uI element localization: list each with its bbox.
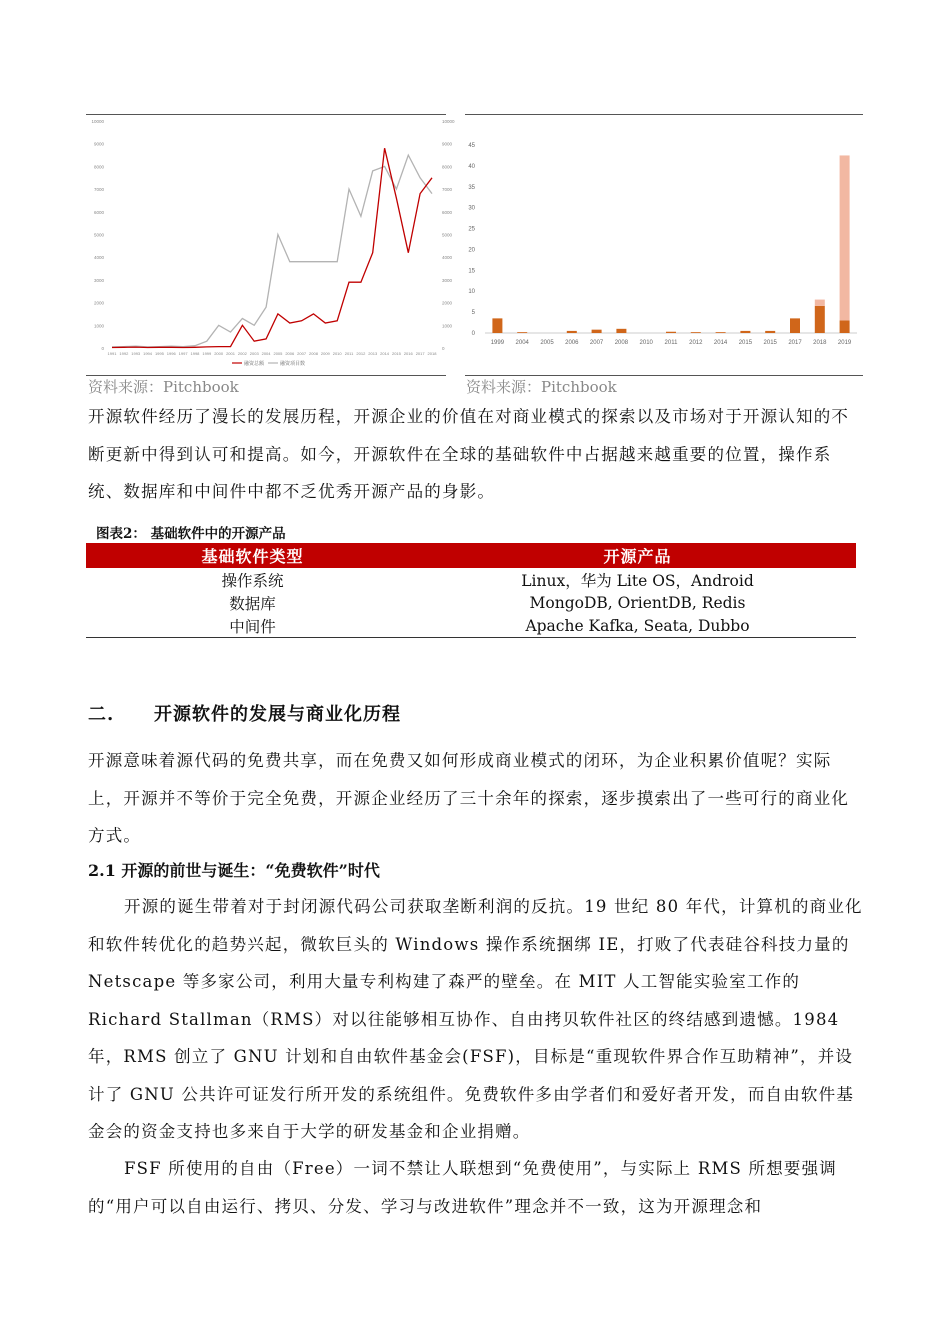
y2-tick-label: 5000 — [442, 232, 453, 238]
x-tick-label: 2004 — [515, 340, 529, 346]
y-tick-label: 0 — [471, 331, 475, 337]
table-row — [86, 568, 856, 591]
bar-dark — [592, 330, 602, 333]
table-header-products: 开源产品 — [419, 543, 856, 568]
x-tick-label: 2006 — [285, 351, 295, 356]
x-tick-label: 2008 — [309, 351, 318, 356]
bar-dark — [790, 318, 800, 333]
x-tick-label: 2018 — [813, 340, 827, 346]
bar-dark — [492, 318, 502, 333]
table-header-type: 基础软件类型 — [86, 543, 419, 568]
x-tick-label: 2017 — [415, 351, 425, 356]
x-tick-label: 2005 — [540, 340, 554, 346]
y-tick-label: 3000 — [93, 277, 104, 283]
section-number: 二. — [88, 704, 115, 725]
x-tick-label: 2019 — [837, 340, 852, 346]
x-tick-label: 2017 — [788, 340, 802, 346]
y-tick-label: 5 — [471, 310, 475, 317]
y-tick-label: 20 — [468, 247, 475, 254]
paragraph-free-software: FSF 所使用的自由（Free）一词不禁让人联想到“免费使用”，与实际上 RMS 所想要强调的“用户可以自由运行、拷贝、分发、学习与改进软件”理念并不一致，这为开源理念和 — [88, 1159, 837, 1216]
table-row — [86, 591, 856, 614]
x-tick-label: 1993 — [131, 351, 141, 356]
table-cell: MongoDB, OrientDB, Redis — [529, 593, 746, 612]
y2-tick-label: 6000 — [442, 209, 453, 215]
series-line-0 — [112, 148, 432, 347]
bar-dark — [616, 329, 626, 333]
x-tick-label: 1995 — [154, 351, 164, 356]
open-source-products-table — [86, 543, 856, 638]
table-cell: 操作系统 — [221, 571, 284, 590]
y-tick-label: 40 — [468, 163, 475, 170]
y-tick-label: 0 — [101, 346, 104, 351]
x-tick-label: 2014 — [380, 351, 390, 356]
y-tick-label: 10000 — [91, 119, 104, 124]
bar-dark — [567, 331, 577, 333]
financing-line-chart — [86, 114, 455, 376]
bar-dark — [691, 332, 701, 333]
y2-tick-label: 1000 — [442, 323, 453, 329]
x-tick-label: 2001 — [226, 351, 235, 356]
x-tick-label: 1994 — [143, 351, 153, 356]
subsection-heading: 2.1 开源的前世与诞生：“免费软件”时代 — [88, 861, 380, 880]
bar-light — [815, 300, 825, 306]
y-tick-label: 15 — [468, 268, 475, 275]
x-tick-label: 1999 — [490, 340, 505, 346]
bar-chart — [465, 114, 863, 376]
x-tick-label: 1992 — [119, 351, 129, 356]
y2-tick-label: 2000 — [442, 300, 453, 306]
table-cell: Apache Kafka, Seata, Dubbo — [525, 616, 750, 635]
table-cell: 中间件 — [229, 617, 276, 636]
x-tick-label: 2007 — [589, 340, 604, 346]
section-title: 开源软件的发展与商业化历程 — [154, 704, 401, 725]
table-header-row — [86, 543, 856, 568]
x-tick-label: 2018 — [427, 351, 437, 356]
bar-dark — [840, 320, 850, 333]
y-tick-label: 5000 — [93, 232, 104, 238]
bar-dark — [666, 332, 676, 333]
y-tick-label: 9000 — [93, 141, 104, 147]
legend-label-0: 融资总额 — [244, 361, 265, 367]
legend-label-1: 融资项目数 — [280, 361, 306, 367]
figure-title: 图表2： 基础软件中的开源产品 — [96, 526, 286, 542]
x-tick-label: 2010 — [332, 351, 342, 356]
x-tick-label: 2012 — [356, 351, 366, 356]
x-tick-label: 2007 — [297, 351, 307, 356]
y-tick-label: 25 — [468, 226, 475, 233]
y2-tick-label: 7000 — [442, 187, 453, 193]
paragraph-intro: 开源软件经历了漫长的发展历程，开源企业的价值在对商业模式的探索以及市场对于开源认知的不断更新中得到认可和提高。如今，开源软件在全球的基础软件中占据越来越重要的位置，操作系统、数据库和中间件中都不乏优秀开源产品的身影。 — [88, 407, 850, 501]
x-tick-label: 2010 — [639, 340, 653, 346]
x-tick-label: 1999 — [202, 351, 212, 356]
x-tick-label: 1991 — [107, 351, 117, 356]
bar-dark — [765, 331, 775, 333]
x-tick-label: 2011 — [664, 340, 678, 346]
x-tick-label: 1998 — [190, 351, 200, 356]
y-tick-label: 2000 — [93, 300, 104, 306]
x-tick-label: 2006 — [565, 340, 579, 346]
y-tick-label: 8000 — [93, 164, 104, 170]
table-cell: Linux，华为 Lite OS，Android — [521, 571, 754, 590]
x-tick-label: 1996 — [166, 351, 176, 356]
bar-dark — [815, 306, 825, 333]
chart1-source: 资料来源：Pitchbook — [88, 378, 239, 396]
bar-dark — [517, 332, 527, 333]
x-tick-label: 2015 — [763, 340, 777, 346]
x-tick-label: 2013 — [368, 351, 378, 356]
x-tick-label: 1997 — [178, 351, 188, 356]
x-tick-label: 2000 — [214, 351, 224, 356]
y2-tick-label: 10000 — [442, 119, 455, 124]
bar-light — [840, 155, 850, 320]
x-tick-label: 2011 — [344, 351, 354, 356]
y-tick-label: 4000 — [93, 255, 104, 261]
table-cell: 数据库 — [229, 594, 276, 613]
chart2-source: 资料来源：Pitchbook — [466, 378, 617, 396]
x-tick-label: 2003 — [249, 351, 259, 356]
x-tick-label: 2005 — [273, 351, 283, 356]
y2-tick-label: 4000 — [442, 255, 453, 261]
y-tick-label: 10 — [468, 289, 475, 296]
x-tick-label: 2004 — [261, 351, 271, 356]
table-row — [86, 614, 856, 638]
x-tick-label: 2015 — [738, 340, 753, 346]
y2-tick-label: 8000 — [442, 164, 453, 170]
x-tick-label: 2016 — [403, 351, 413, 356]
y2-tick-label: 0 — [442, 346, 445, 351]
paragraph-history: 开源的诞生带着对于封闭源代码公司获取垄断利润的反抗。19 世纪 80 年代，计算机的商业化和软件转优化的趋势兴起，微软巨头的 Windows 操作系统捆绑 IE，打败了代表硅谷科技力量的 Netscape 等多家公司，利用大量专利构建了森严的壁垒。在 MIT 人工智能实验室工作的 Richard Stallman（RMS）对以往能够相互协作、自由拷贝软件社区的终结感到遗憾。1984 年，RMS 创立了 GNU 计划和自由软件基金会(FSF)，目标是“重现软件界合作互助精神”，并设计了 GNU 公共许可证发行所开发的系统组件。免费软件多由学者们和爱好者开发，而自由软件基金会的资金支持也多来自于大学的研发基金和企业捐赠。 — [88, 897, 863, 1141]
x-tick-label: 2012 — [689, 340, 703, 346]
series-line-1 — [112, 155, 432, 347]
y2-tick-label: 9000 — [442, 141, 453, 147]
y-tick-label: 45 — [468, 143, 475, 149]
x-tick-label: 2015 — [391, 351, 401, 356]
y-tick-label: 35 — [468, 184, 475, 191]
y-tick-label: 7000 — [93, 187, 104, 193]
x-tick-label: 2002 — [237, 351, 247, 356]
y-tick-label: 30 — [468, 205, 475, 212]
y2-tick-label: 3000 — [442, 277, 453, 283]
bar-dark — [716, 332, 726, 333]
bar-dark — [740, 331, 750, 333]
line-chart-svg — [86, 115, 455, 373]
section-heading — [88, 700, 401, 726]
y-tick-label: 1000 — [93, 323, 104, 329]
x-tick-label: 2009 — [320, 351, 330, 356]
y-tick-label: 6000 — [93, 209, 104, 215]
bar-chart-svg — [465, 115, 863, 373]
x-tick-label: 2014 — [713, 340, 728, 346]
paragraph-section-intro: 开源意味着源代码的免费共享，而在免费又如何形成商业模式的闭环，为企业积累价值呢？实际上，开源并不等价于完全免费，开源企业经历了三十余年的探索，逐步摸索出了一些可行的商业化方式。 — [88, 751, 850, 845]
x-tick-label: 2008 — [614, 340, 629, 346]
